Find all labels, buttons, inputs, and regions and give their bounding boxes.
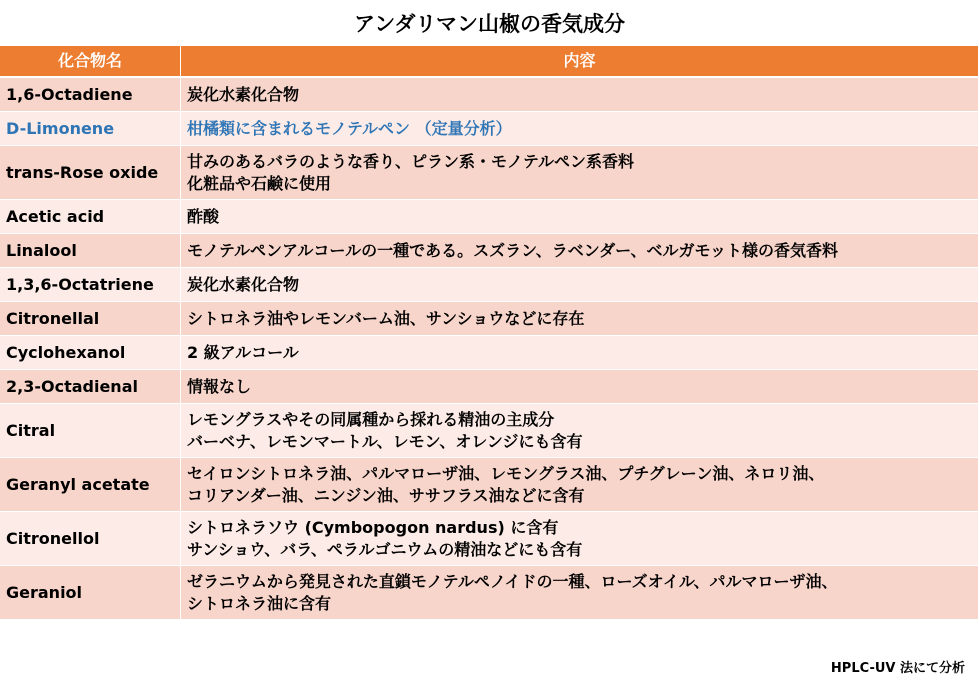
compound-name: Citral <box>0 404 181 458</box>
description-line: コリアンダー油、ニンジン油、ササフラス油などに含有 <box>187 485 585 505</box>
table-row <box>0 234 979 268</box>
description-line: レモングラスやその同属種から採れる精油の主成分 <box>187 409 555 429</box>
compound-name: 2,3-Octadienal <box>0 370 181 404</box>
description-line: 化粧品や石鹸に使用 <box>187 173 332 193</box>
table-row <box>0 77 979 112</box>
compound-name: Geraniol <box>0 566 181 620</box>
compound-description <box>181 458 979 512</box>
table-row <box>0 458 979 512</box>
description-line: 炭化水素化合物 <box>187 84 300 104</box>
compound-description <box>181 77 979 112</box>
table-row <box>0 404 979 458</box>
description-line: 情報なし <box>187 376 252 396</box>
compound-name: D-Limonene <box>0 112 181 146</box>
compound-name: Geranyl acetate <box>0 458 181 512</box>
compound-description <box>181 268 979 302</box>
compound-description <box>181 146 979 200</box>
table-row <box>0 146 979 200</box>
compound-description <box>181 404 979 458</box>
description-line: 2 級アルコール <box>187 342 299 362</box>
column-header-content: 内容 <box>181 46 979 77</box>
description-line: 炭化水素化合物 <box>187 274 300 294</box>
description-line: モノテルペンアルコールの一種である。スズラン、ラベンダー、ベルガモット様の香気香料 <box>187 240 839 260</box>
description-line: セイロンシトロネラ油、パルマローザ油、レモングラス油、プチグレーン油、ネロリ油、 <box>187 463 825 483</box>
table-row <box>0 512 979 566</box>
compound-description <box>181 566 979 620</box>
table-row <box>0 566 979 620</box>
description-line: 甘みのあるバラのような香り、ピラン系・モノテルペン系香料 <box>187 151 635 171</box>
compound-description <box>181 234 979 268</box>
table-row <box>0 336 979 370</box>
compound-name: 1,3,6-Octatriene <box>0 268 181 302</box>
description-line: サンショウ、バラ、ペラルゴニウムの精油などにも含有 <box>187 539 583 559</box>
table-header-row <box>0 46 979 77</box>
description-line: バーベナ、レモンマートル、レモン、オレンジにも含有 <box>187 431 583 451</box>
column-header-name: 化合物名 <box>0 46 181 77</box>
description-line: シトロネラ油に含有 <box>187 593 332 613</box>
compound-name: 1,6-Octadiene <box>0 77 181 112</box>
table-row <box>0 370 979 404</box>
compound-name: Citronellol <box>0 512 181 566</box>
compound-name: Linalool <box>0 234 181 268</box>
description-line: 柑橘類に含まれるモノテルペン （定量分析） <box>187 118 512 138</box>
description-line: ゼラニウムから発見された直鎖モノテルペノイドの一種、ローズオイル、パルマローザ油、 <box>187 571 838 591</box>
compound-description <box>181 370 979 404</box>
compound-description <box>181 112 979 146</box>
description-line: 酢酸 <box>187 206 220 226</box>
compound-name: Citronellal <box>0 302 181 336</box>
description-line: シトロネラソウ (Cymbopogon nardus) に含有 <box>187 517 559 537</box>
table-row <box>0 112 979 146</box>
compound-name: trans-Rose oxide <box>0 146 181 200</box>
compound-description <box>181 336 979 370</box>
compound-description <box>181 512 979 566</box>
table-row <box>0 302 979 336</box>
page-title: アンダリマン山椒の香気成分 <box>354 12 625 36</box>
compound-description <box>181 200 979 234</box>
compound-name: Acetic acid <box>0 200 181 234</box>
compound-table <box>0 46 979 620</box>
analysis-method-note: HPLC-UV 法にて分析 <box>830 661 965 676</box>
compound-description <box>181 302 979 336</box>
description-line: シトロネラ油やレモンバーム油、サンショウなどに存在 <box>187 308 585 328</box>
table-row <box>0 268 979 302</box>
compound-name: Cyclohexanol <box>0 336 181 370</box>
table-row <box>0 200 979 234</box>
